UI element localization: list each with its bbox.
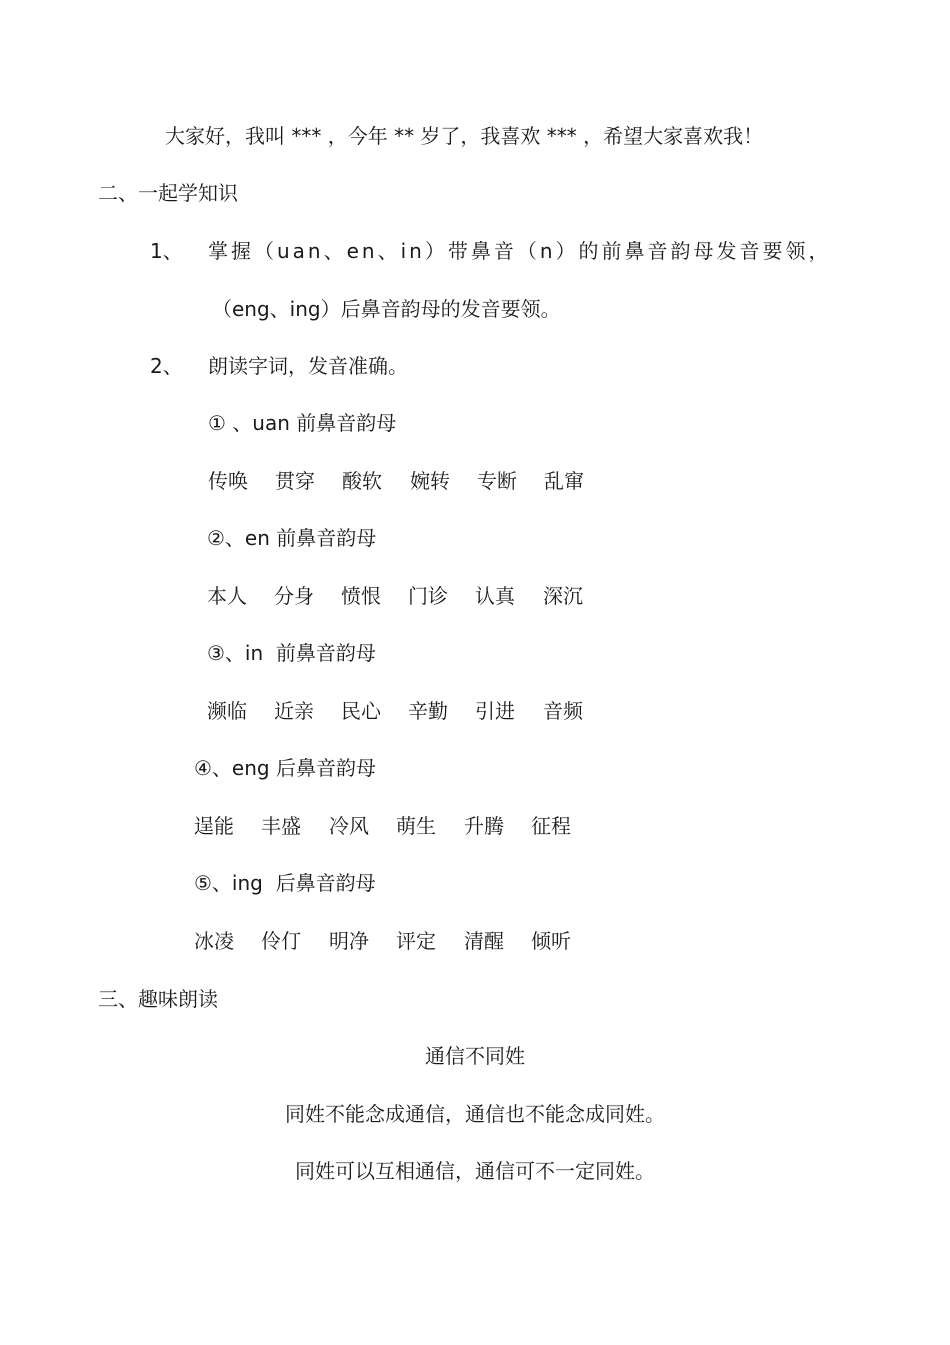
word: 丰盛	[261, 814, 301, 838]
word: 婉转	[410, 469, 450, 493]
word: 清醒	[464, 929, 504, 953]
poem-line-1: 同姓不能念成通信，通信也不能念成同姓。	[285, 1102, 665, 1126]
item-1-text: 掌握（uan、en、in）带鼻音（n）的前鼻音韵母发音要领，	[208, 239, 832, 263]
word: 辛勤	[408, 699, 448, 723]
word: 濒临	[207, 699, 247, 723]
word: 引进	[475, 699, 515, 723]
word: 贯穿	[275, 469, 315, 493]
word: 本人	[207, 584, 247, 608]
word: 愤恨	[341, 584, 381, 608]
word: 音频	[543, 699, 583, 723]
word: 明净	[329, 929, 369, 953]
word: 认真	[475, 584, 515, 608]
item-1-number: 1、	[150, 239, 183, 263]
group-4-label: ④、eng 后鼻音韵母	[194, 756, 376, 780]
word: 征程	[531, 814, 571, 838]
group-1-label: ① 、uan 前鼻音韵母	[208, 411, 397, 435]
word: 评定	[396, 929, 436, 953]
poem-title: 通信不同姓	[425, 1044, 525, 1068]
word: 传唤	[208, 469, 248, 493]
word: 分身	[274, 584, 314, 608]
group-5-label: ⑤、ing 后鼻音韵母	[194, 871, 376, 895]
word: 伶仃	[261, 929, 301, 953]
word: 乱窜	[544, 469, 584, 493]
word: 专断	[477, 469, 517, 493]
group-2-label: ②、en 前鼻音韵母	[207, 526, 377, 550]
word: 酸软	[342, 469, 382, 493]
word: 深沉	[543, 584, 583, 608]
word: 冰凌	[194, 929, 234, 953]
item-1-text-continued: （eng、ing）后鼻音韵母的发音要领。	[212, 297, 561, 321]
word: 倾听	[531, 929, 571, 953]
poem-line-2: 同姓可以互相通信，通信可不一定同姓。	[295, 1159, 655, 1183]
word: 升腾	[464, 814, 504, 838]
word: 萌生	[396, 814, 436, 838]
word: 民心	[341, 699, 381, 723]
item-2-number: 2、	[150, 354, 183, 378]
word: 逞能	[194, 814, 234, 838]
word: 门诊	[408, 584, 448, 608]
intro-line: 大家好，我叫 *** ，今年 ** 岁了，我喜欢 *** ，希望大家喜欢我！	[165, 124, 764, 148]
word: 冷风	[329, 814, 369, 838]
item-2-text: 朗读字词，发音准确。	[208, 354, 408, 378]
section-3-heading: 三、趣味朗读	[98, 987, 218, 1011]
group-3-label: ③、in 前鼻音韵母	[207, 641, 376, 665]
word: 近亲	[274, 699, 314, 723]
section-2-heading: 二、一起学知识	[98, 181, 238, 205]
